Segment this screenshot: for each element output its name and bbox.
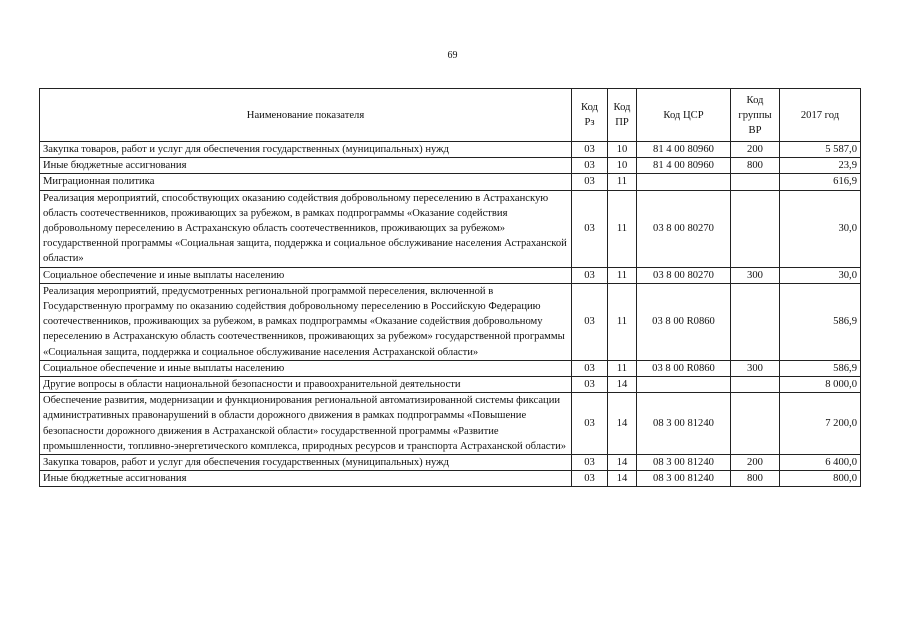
row-name: Закупка товаров, работ и услуг для обеспечения государственных (муниципальных) нужд (40, 455, 572, 471)
row-rz: 03 (572, 377, 608, 393)
row-name: Социальное обеспечение и иные выплаты населению (40, 267, 572, 283)
row-csr: 81 4 00 80960 (637, 142, 731, 158)
row-rz: 03 (572, 190, 608, 267)
row-amount: 7 200,0 (780, 393, 861, 455)
header-rz: Код Рз (572, 89, 608, 142)
table-row (40, 174, 861, 190)
row-vr (731, 377, 780, 393)
row-pr: 11 (608, 174, 637, 190)
row-amount: 586,9 (780, 283, 861, 360)
page-number: 69 (447, 50, 458, 61)
row-csr (637, 174, 731, 190)
row-name: Иные бюджетные ассигнования (40, 158, 572, 174)
row-name: Реализация мероприятий, способствующих оказанию содействия добровольному переселению в Астраханскую область соотечественников, проживающих за рубежом, в рамках подпрограммы «Оказание содействия добровольному переселению в Астраханскую область соотечественников, проживающих за рубежом» государственной программы «Социальная защита, поддержка и социальное обслуживание населения Астраханской области» (40, 190, 572, 267)
row-rz: 03 (572, 174, 608, 190)
row-name: Иные бюджетные ассигнования (40, 471, 572, 487)
row-rz: 03 (572, 142, 608, 158)
row-rz: 03 (572, 267, 608, 283)
row-rz: 03 (572, 471, 608, 487)
row-name: Другие вопросы в области национальной безопасности и правоохранительной деятельности (40, 377, 572, 393)
row-pr: 11 (608, 360, 637, 376)
table-row (40, 393, 861, 455)
row-pr: 11 (608, 267, 637, 283)
row-pr: 14 (608, 471, 637, 487)
table-row (40, 267, 861, 283)
row-csr: 03 8 00 80270 (637, 190, 731, 267)
row-pr: 14 (608, 377, 637, 393)
row-rz: 03 (572, 455, 608, 471)
row-pr: 10 (608, 158, 637, 174)
row-csr: 08 3 00 81240 (637, 471, 731, 487)
row-csr: 03 8 00 R0860 (637, 283, 731, 360)
row-amount: 8 000,0 (780, 377, 861, 393)
table-row (40, 190, 861, 267)
row-csr (637, 377, 731, 393)
row-pr: 10 (608, 142, 637, 158)
row-rz: 03 (572, 360, 608, 376)
row-csr: 08 3 00 81240 (637, 393, 731, 455)
row-amount: 30,0 (780, 190, 861, 267)
row-vr: 800 (731, 471, 780, 487)
row-amount: 586,9 (780, 360, 861, 376)
table-row (40, 377, 861, 393)
row-vr (731, 393, 780, 455)
budget-table (39, 88, 861, 487)
row-name: Обеспечение развития, модернизации и функционирования региональной автоматизированной системы фиксации административных правонарушений в области дорожного движения в рамках подпрограммы «Повышение безопасности дорожного движения в Астраханской области» государственной программы «Развитие промышленности, топливно-энергетического комплекса, природных ресурсов и транспорта Астраханской области» (40, 393, 572, 455)
row-rz: 03 (572, 283, 608, 360)
table-row (40, 283, 861, 360)
row-csr: 03 8 00 R0860 (637, 360, 731, 376)
row-pr: 14 (608, 455, 637, 471)
header-name: Наименование показателя (40, 89, 572, 142)
row-name: Закупка товаров, работ и услуг для обеспечения государственных (муниципальных) нужд (40, 142, 572, 158)
row-vr (731, 174, 780, 190)
row-vr: 300 (731, 267, 780, 283)
row-vr (731, 283, 780, 360)
header-pr: Код ПР (608, 89, 637, 142)
row-rz: 03 (572, 158, 608, 174)
row-amount: 6 400,0 (780, 455, 861, 471)
row-name: Реализация мероприятий, предусмотренных региональной программой переселения, включенной в Государственную программу по оказанию содействия добровольному переселению в Российскую Федерацию соотечественников, проживающих за рубежом, в рамках подпрограммы «Оказание содействия добровольному переселению в Астраханскую область соотечественников, проживающих за рубежом» государственной программы «Социальная защита, поддержка и социальное обслуживание населения Астраханской области» (40, 283, 572, 360)
row-pr: 11 (608, 190, 637, 267)
row-name: Миграционная политика (40, 174, 572, 190)
row-vr: 800 (731, 158, 780, 174)
row-amount: 800,0 (780, 471, 861, 487)
row-amount: 616,9 (780, 174, 861, 190)
row-vr: 300 (731, 360, 780, 376)
row-vr: 200 (731, 455, 780, 471)
row-rz: 03 (572, 393, 608, 455)
row-amount: 30,0 (780, 267, 861, 283)
row-pr: 11 (608, 283, 637, 360)
table-row (40, 471, 861, 487)
row-csr: 03 8 00 80270 (637, 267, 731, 283)
row-vr: 200 (731, 142, 780, 158)
table-row (40, 360, 861, 376)
header-vr: Код группы ВР (731, 89, 780, 142)
row-csr: 81 4 00 80960 (637, 158, 731, 174)
row-vr (731, 190, 780, 267)
table-row (40, 455, 861, 471)
row-csr: 08 3 00 81240 (637, 455, 731, 471)
table-row (40, 142, 861, 158)
header-csr: Код ЦСР (637, 89, 731, 142)
header-year: 2017 год (780, 89, 861, 142)
table-header-row (40, 89, 861, 142)
row-name: Социальное обеспечение и иные выплаты населению (40, 360, 572, 376)
row-pr: 14 (608, 393, 637, 455)
row-amount: 23,9 (780, 158, 861, 174)
row-amount: 5 587,0 (780, 142, 861, 158)
table-row (40, 158, 861, 174)
